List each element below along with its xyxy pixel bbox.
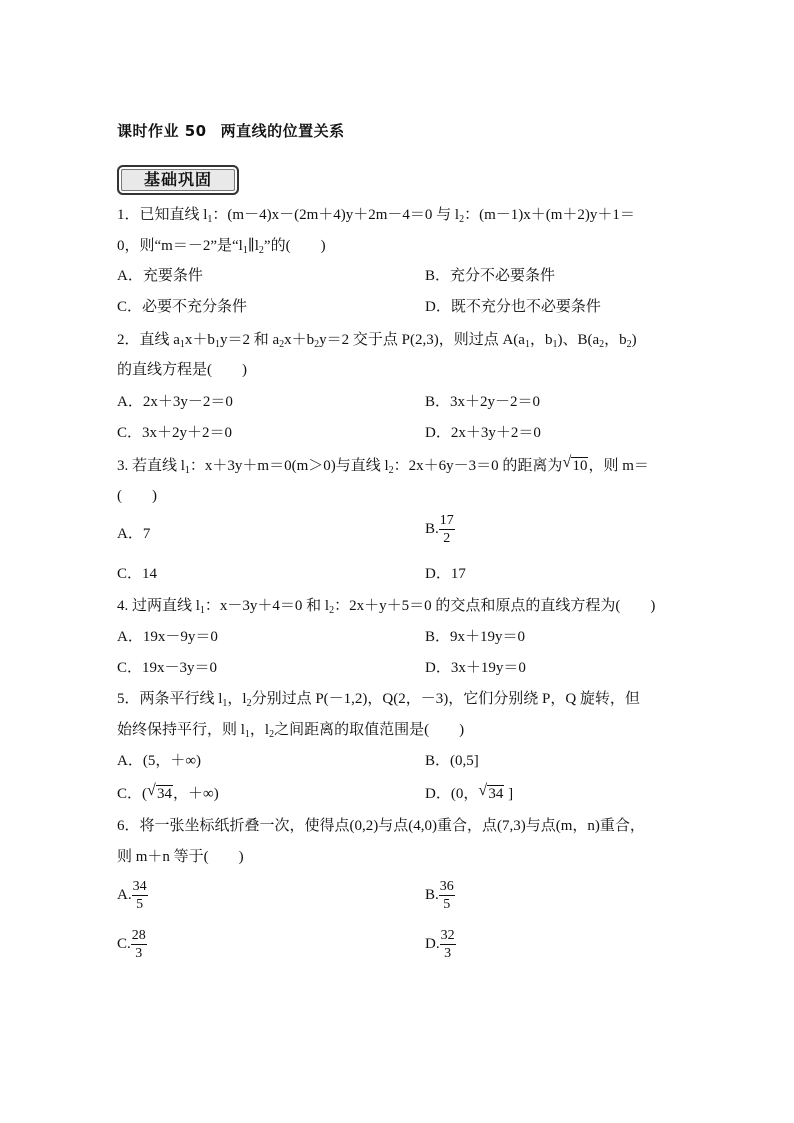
q5-option-a: A．(5，＋∞) (117, 753, 202, 769)
q4-option-d: D．3x＋19y＝0 (425, 660, 526, 676)
sqrt-34: √ 34 (147, 782, 173, 802)
q6-option-b: B. $\frac{36}{5}$ (425, 879, 454, 912)
q4-option-b: B．9x＋19y＝0 (425, 629, 526, 645)
section-badge: 基础巩固 (117, 165, 239, 195)
q1-option-c: C．必要不充分条件 (117, 299, 248, 315)
q3-option-c: C．14 (117, 566, 158, 582)
page-title (117, 120, 345, 141)
q6-line2: 则 m＋n 等于( ) (117, 849, 244, 865)
q5-line1: 5．两条平行线 $l_1$，$l_2$分别过点 P(－1,2)，Q(2，－3)，它们分别绕 P，Q 旋转，但 (117, 691, 640, 709)
q6-line1: 6．将一张坐标纸折叠一次，使得点(0,2)与点(4,0)重合，点(7,3)与点(m，n)重合， (117, 818, 645, 834)
q6-option-d: D. $\frac{32}{3}$ (425, 928, 455, 961)
q5-option-d: D．(0， √ 34 ] (425, 782, 514, 802)
q6-option-c: C. $\frac{28}{3}$ (117, 928, 146, 961)
q6-option-a: A. $\frac{34}{5}$ (117, 879, 147, 912)
q1-option-d: D．既不充分也不必要条件 (425, 299, 601, 315)
q4-option-c: C．19x－3y＝0 (117, 660, 218, 676)
q3-line1: 3. 若直线 $l_1$：x＋3y＋m＝0(m＞0)与直线 $l_2$：2x＋6y－3＝0 的距离为 √ 10，则 m＝ (117, 454, 649, 476)
title-topic: 两直线的位置关系 (220, 122, 345, 140)
q5-line2: 始终保持平行，则 $l_1$，$l_2$之间距离的取值范围是( ) (117, 722, 465, 740)
q1-option-a: A．充要条件 (117, 268, 203, 284)
q5-option-b: B．(0,5] (425, 753, 479, 769)
q2-option-c: C．3x＋2y＋2＝0 (117, 425, 233, 441)
title-prefix: 课时作业 50 (117, 122, 207, 140)
sqrt-ten: √ 10 (562, 454, 588, 474)
q2-line1: 2．直线 $a_1x+b_1y=2$ 和 $a_2x+b_2y=2$ 交于点 P(2,3)，则过点 $A(a_1$，$b_1$)、$B(a_2$，$b_2$) (117, 332, 637, 350)
q1-option-b: B．充分不必要条件 (425, 268, 556, 284)
q1-line1: 1．已知直线 $l_1$：(m－4)x－(2m＋4)y＋2m－4＝0 与 $l_2$：(m－1)x＋(m＋2)y＋1＝ (117, 207, 635, 225)
q3-option-d: D．17 (425, 566, 466, 582)
q3-option-b: B. $\frac{17}{2}$ (425, 513, 454, 546)
q2-option-d: D．2x＋3y＋2＝0 (425, 425, 541, 441)
sqrt-34: √ 34 (478, 782, 504, 802)
q3-option-a: A．7 (117, 526, 151, 542)
q2-line2: 的直线方程是( ) (117, 362, 247, 378)
q4-line1: 4. 过两直线 $l_1$：x－3y＋4＝0 和 $l_2$：2x＋y＋5＝0 的交点和原点的直线方程为( ) (117, 598, 656, 616)
q5-option-c: C．( √ 34，＋∞) (117, 782, 219, 802)
q2-option-b: B．3x＋2y－2＝0 (425, 394, 541, 410)
q2-option-a: A．2x＋3y－2＝0 (117, 394, 233, 410)
q4-option-a: A．19x－9y＝0 (117, 629, 218, 645)
q3-line2: ( ) (117, 488, 157, 504)
q1-line2: 0，则“m＝－2”是“$l_1\parallel l_2$”的( ) (117, 238, 326, 256)
